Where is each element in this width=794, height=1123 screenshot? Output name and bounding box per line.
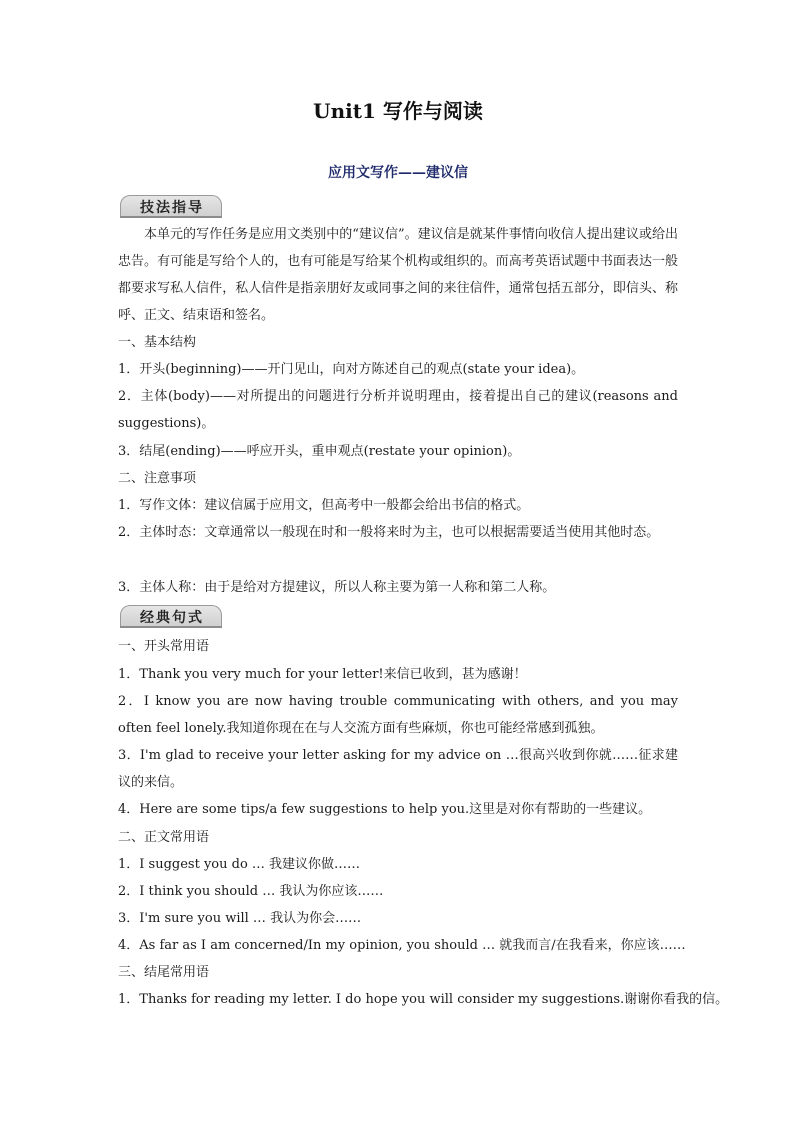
structure-item-2: 2．主体(body)——对所提出的问题进行分析并说明理由，接着提出自己的建议(reasons and suggestions)。 — [118, 389, 678, 431]
tab-label: 经典句式 — [140, 610, 204, 626]
body-item-2: 2．I think you should … 我认为你应该…… — [118, 884, 384, 899]
heading-basic-structure: 一、基本结构 — [118, 335, 197, 350]
heading-closing-phrases: 三、结尾常用语 — [118, 965, 210, 980]
tab-label: 技法指导 — [140, 200, 204, 216]
opening-item-2: 2．I know you are now having trouble communicating with others, and you may often feel lonely.我知道你现在在与人交流方面有些麻烦，你也可能经常感到孤独。 — [118, 694, 678, 736]
heading-opening-phrases: 一、开头常用语 — [118, 639, 210, 654]
section-tab-techniques — [120, 195, 222, 217]
body-item-4: 4．As far as I am concerned/In my opinion, you should … 就我而言/在我看来，你应该…… — [118, 938, 686, 953]
intro-paragraph: 本单元的写作任务是应用文类别中的“建议信”。建议信是就某件事情向收信人提出建议或给出忠告。有可能是写给个人的，也有可能是写给某个机构或组织的。而高考英语试题中书面表达一般都要求写私人信件，私人信件是指亲朋好友或同事之间的来往信件，通常包括五部分，即信头、称呼、正文、结束语和签名。 — [118, 227, 678, 323]
page-title: Unit1 写作与阅读 — [313, 99, 483, 123]
body-item-1: 1．I suggest you do … 我建议你做…… — [118, 857, 361, 872]
structure-item-3: 3．结尾(ending)——呼应开头，重申观点(restate your opinion)。 — [118, 444, 521, 459]
section-tab-sentences — [120, 605, 222, 627]
note-item-1: 1．写作文体：建议信属于应用文，但高考中一般都会给出书信的格式。 — [118, 498, 530, 513]
heading-body-phrases: 二、正文常用语 — [118, 830, 210, 845]
note-item-2: 2．主体时态：文章通常以一般现在时和一般将来时为主，也可以根据需要适当使用其他时态。 — [118, 525, 660, 540]
opening-item-3: 3．I'm glad to receive your letter asking for my advice on …很高兴收到你就……征求建议的来信。 — [118, 748, 678, 790]
page-subtitle: 应用文写作——建议信 — [328, 165, 468, 181]
closing-item-1: 1．Thanks for reading my letter. I do hope you will consider my suggestions.谢谢你看我的信。 — [118, 992, 729, 1007]
structure-item-1: 1．开头(beginning)——开门见山，向对方陈述自己的观点(state your idea)。 — [118, 362, 585, 377]
opening-item-1: 1．Thank you very much for your letter!来信已收到，甚为感谢！ — [118, 667, 527, 682]
opening-item-4: 4．Here are some tips/a few suggestions to help you.这里是对你有帮助的一些建议。 — [118, 802, 652, 817]
heading-notes: 二、注意事项 — [118, 471, 197, 486]
body-item-3: 3．I'm sure you will … 我认为你会…… — [118, 911, 362, 926]
note-item-3: 3．主体人称：由于是给对方提建议，所以人称主要为第一人称和第二人称。 — [118, 580, 556, 595]
